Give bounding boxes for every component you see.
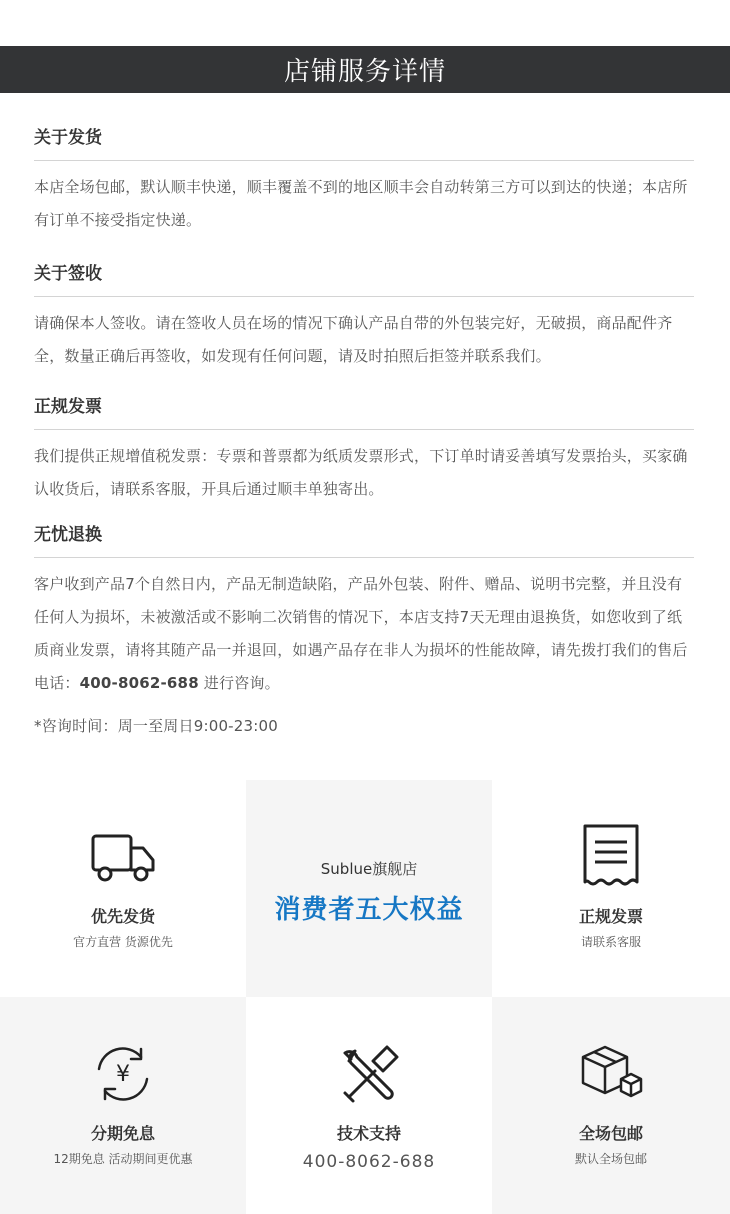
benefits-grid (0, 780, 730, 1214)
receipt-icon (571, 822, 651, 892)
tools-icon (329, 1039, 409, 1109)
benefit-title: 优先发货 (90, 907, 155, 926)
shipping-section (34, 126, 694, 237)
signing-heading: 关于签收 (34, 262, 694, 297)
benefit-sub: 12期免息 活动期间更优惠 (53, 1152, 193, 1166)
page-title-banner (0, 46, 730, 93)
benefits-headline: 消费者五大权益 (274, 895, 464, 925)
benefit-title: 分期免息 (90, 1124, 155, 1143)
service-phone: 400-8062-688 (79, 674, 199, 692)
shipping-heading: 关于发货 (34, 126, 694, 161)
benefit-sub: 官方直营 货源优先 (73, 935, 173, 949)
return-body-text: 客户收到产品7个自然日内，产品无制造缺陷，产品外包装、附件、赠品、说明书完整，并且没有任何人为损坏，未被激活或不影响二次销售的情况下，本店支持7天无理由退换货，如您收到了纸质商业发票，请将其随产品一并退回，如遇产品存在非人为损坏的性能故障，请先拨打我们的售后电话： (34, 575, 688, 692)
invoice-body: 我们提供正规增值税发票：专票和普票都为纸质发票形式，下订单时请妥善填写发票抬头，买家确认收货后，请联系客服，开具后通过顺丰单独寄出。 (34, 447, 688, 498)
boxes-icon (571, 1039, 651, 1109)
return-body (34, 568, 694, 700)
invoice-section (34, 395, 694, 506)
yuan-cycle-icon (83, 1039, 163, 1109)
page-title: 店铺服务详情 (283, 57, 446, 87)
benefit-invoice (492, 780, 730, 997)
benefit-sub: 默认全场包邮 (574, 1152, 647, 1166)
benefits-center-card (246, 780, 492, 997)
shipping-body: 本店全场包邮，默认顺丰快递，顺丰覆盖不到的地区顺丰会自动转第三方可以到达的快递；本店所有订单不接受指定快递。 (34, 178, 688, 229)
benefit-title: 全场包邮 (578, 1124, 643, 1143)
store-name: Sublue旗舰店 (320, 860, 418, 878)
support-phone: 400-8062-688 (302, 1152, 436, 1172)
benefit-free-shipping (492, 997, 730, 1214)
benefit-title: 技术支持 (336, 1124, 401, 1143)
benefit-title: 正规发票 (578, 907, 643, 926)
consult-hours-notice: *咨询时间：周一至周日9:00-23:00 (34, 717, 279, 735)
benefit-priority-shipping (0, 780, 246, 997)
svg-text:¥: ¥ (116, 1062, 130, 1087)
return-heading: 无忧退换 (34, 523, 694, 558)
return-body-end: 进行咨询。 (198, 674, 280, 692)
benefit-sub: 请联系客服 (580, 935, 641, 949)
truck-icon (83, 822, 163, 892)
signing-body: 请确保本人签收。请在签收人员在场的情况下确认产品自带的外包装完好，无破损，商品配件齐全，数量正确后再签收，如发现有任何问题，请及时拍照后拒签并联系我们。 (34, 314, 673, 365)
benefit-installment (0, 997, 246, 1214)
benefit-tech-support (246, 997, 492, 1214)
signing-section (34, 262, 694, 373)
return-section (34, 523, 694, 743)
invoice-heading: 正规发票 (34, 395, 694, 430)
